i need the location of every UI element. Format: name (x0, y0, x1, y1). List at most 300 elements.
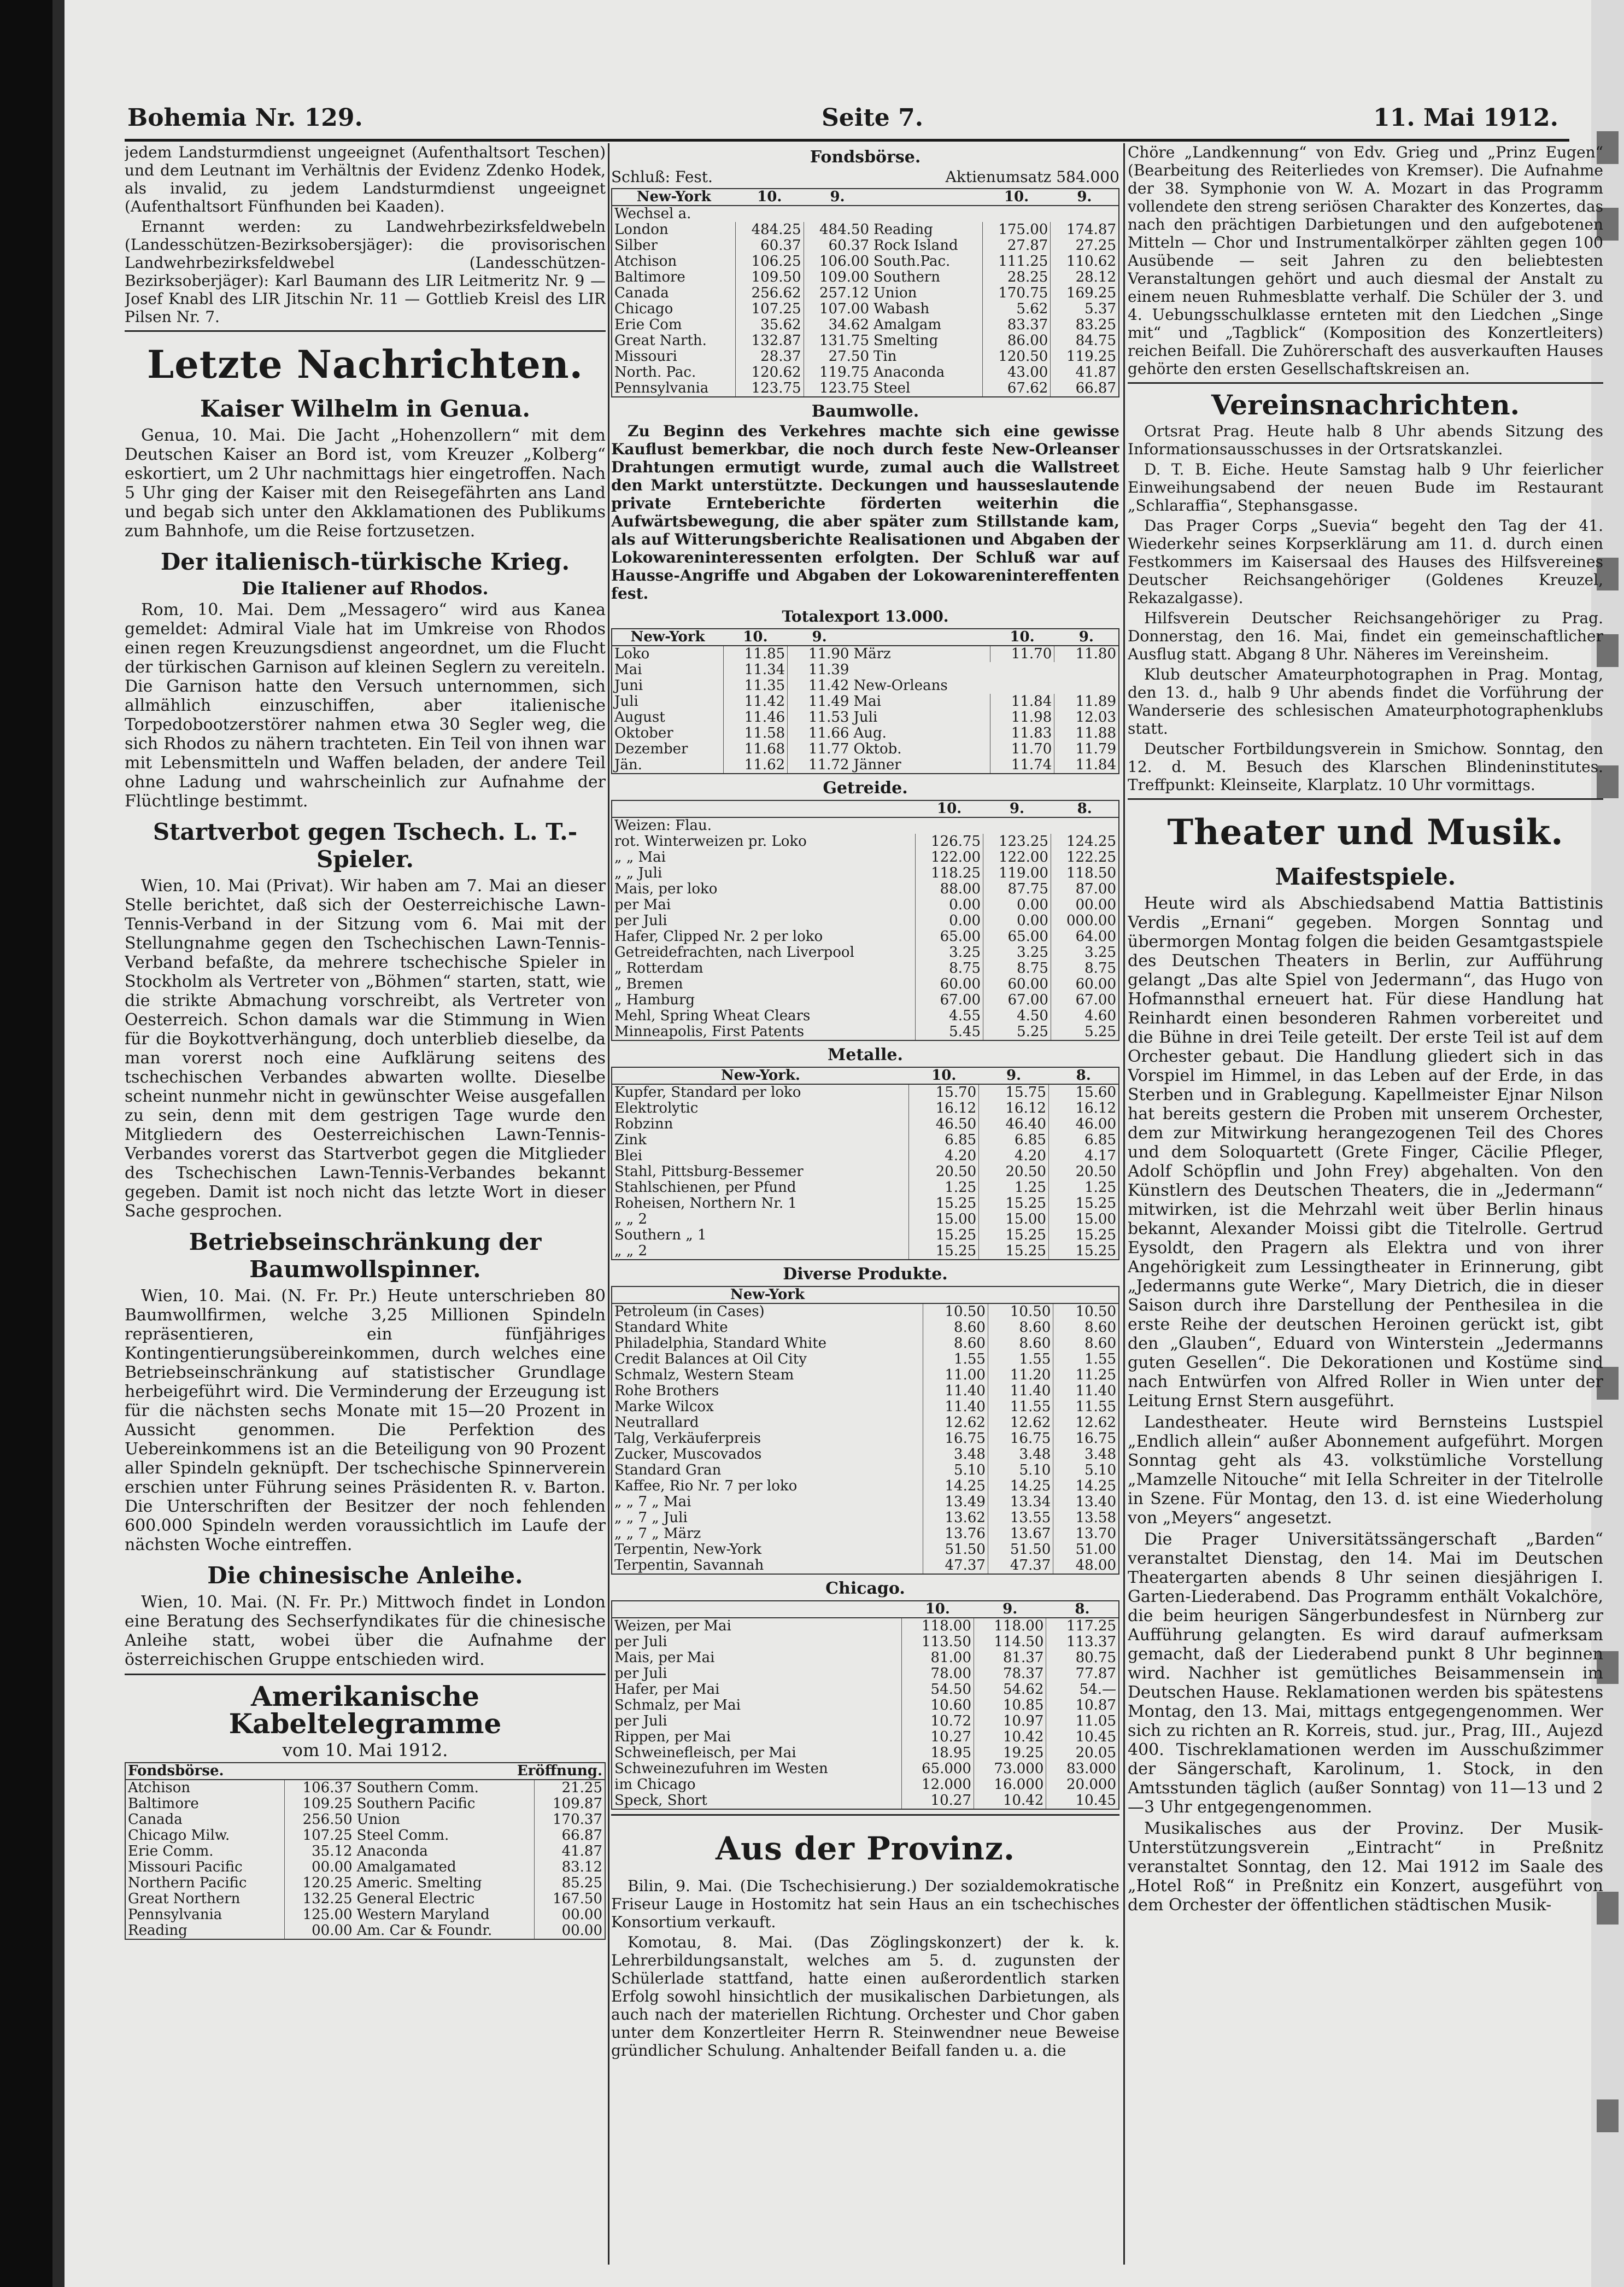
table-cell: Hafer, per Mai (614, 1682, 720, 1698)
table-cell: 78.37 (974, 1666, 1046, 1682)
table-cell: 35.12 (285, 1844, 355, 1859)
table-cell: Weizen: Flau. (614, 817, 712, 834)
table-cell: 46.50 (909, 1116, 979, 1132)
table-cell (851, 662, 990, 678)
table-cell: 3.25 (916, 945, 983, 961)
table-cell: 67.62 (982, 381, 1051, 397)
table-cell: 5.37 (1051, 301, 1119, 317)
table-cell: 11.84 (990, 694, 1054, 710)
table-cell: 15.25 (909, 1196, 979, 1212)
table-row (612, 285, 1119, 301)
table-row (612, 1447, 1119, 1463)
table-header: New-York (612, 629, 723, 646)
table-row (612, 992, 1119, 1008)
table-cell: 114.50 (974, 1634, 1046, 1650)
table-header: New-York (612, 1286, 923, 1303)
table-cell: 15.75 (979, 1084, 1049, 1101)
table-header (923, 1286, 988, 1303)
table-cell: 15.25 (1048, 1196, 1119, 1212)
table-cell: 47.37 (988, 1558, 1053, 1574)
table-header: 10. (916, 800, 983, 817)
table-cell: Reading (873, 222, 933, 238)
club-news-item: Deutscher Fortbildungsverein in Smichow. Sonntag, den 12. d. M. Besuch des Klarschen Blindeninstitutes. Treffpunkt: Kleinseite, Klarplatz. 10 Uhr vormittags. (1128, 740, 1603, 794)
table-cell: 16.75 (988, 1431, 1053, 1447)
article-title: Kaiser Wilhelm in Genua. (200, 395, 531, 422)
table-cell: Speck, Short (614, 1793, 707, 1809)
table-cell: Southern Comm. (356, 1780, 479, 1796)
table-cell: 12.62 (923, 1415, 988, 1431)
table-cell: 15.60 (1048, 1084, 1119, 1101)
table-cell: 11.98 (990, 710, 1054, 726)
table-cell: 3.25 (1051, 945, 1119, 961)
table-cell: 6.85 (979, 1132, 1049, 1148)
table-cell: 48.00 (1053, 1558, 1119, 1574)
table-cell: 18.95 (901, 1745, 974, 1761)
table-cell: Stahl, Pittsburg-Bessemer (614, 1164, 804, 1180)
table-cell: 10.97 (974, 1713, 1046, 1729)
table-cell: 170.75 (982, 285, 1051, 301)
table-cell: 11.40 (923, 1399, 988, 1415)
table-header (612, 800, 916, 817)
table-cell: 10.27 (901, 1729, 974, 1745)
table-cell: 15.25 (979, 1243, 1049, 1260)
table-cell: Baltimore (128, 1796, 199, 1812)
table-cell: 5.10 (988, 1463, 1053, 1478)
table-cell: 8.60 (988, 1320, 1053, 1336)
table-cell: Schmalz, per Mai (614, 1698, 741, 1713)
table-cell: 11.70 (990, 741, 1054, 757)
table-cell: Juni (614, 678, 643, 694)
table-header: New-York (612, 189, 736, 206)
table-cell: 15.25 (909, 1227, 979, 1243)
metals-table (611, 1067, 1119, 1260)
table-cell: „ Hamburg (614, 992, 695, 1008)
table-cell: Zink (614, 1132, 647, 1148)
table-cell: 15.25 (1048, 1227, 1119, 1243)
table-cell: Amalgam (873, 317, 942, 333)
table-cell: 8.60 (1053, 1320, 1119, 1336)
table-cell: 123.75 (736, 381, 804, 397)
table-cell: 4.17 (1048, 1148, 1119, 1164)
article-title: Amerikanische Kabeltelegramme (228, 1680, 502, 1740)
table-cell: „ „ 2 (614, 1212, 648, 1227)
table-header: Fondsbörse. (125, 1763, 285, 1780)
table-cell: 118.50 (1051, 865, 1119, 881)
table-cell: Aug. (853, 726, 887, 741)
table-cell: 1.55 (923, 1352, 988, 1367)
table-cell: 80.75 (1046, 1650, 1119, 1666)
table-header (1053, 1286, 1119, 1303)
table-cell: 83.12 (535, 1859, 605, 1875)
table-cell: Atchison (614, 254, 677, 270)
table-row (612, 1634, 1119, 1650)
table-cell: Loko (614, 646, 650, 662)
table-cell (1051, 817, 1119, 834)
table-row (612, 333, 1119, 349)
table-row (612, 817, 1119, 834)
article-text: Komotau, 8. Mai. (Das Zöglingskonzert) der k. k. Lehrerbildungsanstalt, welches am 5. d. zugunsten der Schülerlade stattfand, hatte einen außerordentlich starken Erfolg sowohl hinsichtlich der musikalischen Darbietungen, als auch nach der materiellen Richtung. Orchester und Chor gaben unter dem Konzertleiter Herrn R. Steinwendner neue Beweise gründlicher Schulung. Anhaltender Beifall fanden u. a. die (611, 1933, 1119, 2060)
table-cell: 484.50 (804, 222, 871, 238)
table-row (612, 365, 1119, 381)
table-row (612, 1558, 1119, 1574)
table-header: 10. (982, 189, 1051, 206)
table-cell: Anaconda (356, 1844, 428, 1859)
table-row (612, 206, 1119, 222)
table-cell: 85.25 (535, 1875, 605, 1891)
table-cell: 00.00 (535, 1923, 605, 1939)
table-row (612, 1352, 1119, 1367)
table-cell: 4.55 (916, 1008, 983, 1024)
table-row (612, 741, 1119, 757)
table-row (612, 865, 1119, 881)
table-cell: Dezember (614, 741, 688, 757)
table-cell (990, 662, 1054, 678)
table-cell: 107.00 (804, 301, 871, 317)
table-cell: Schweinefleisch, per Mai (614, 1745, 796, 1761)
table-cell: Great Narth. (614, 333, 707, 349)
table-cell: Western Maryland (356, 1907, 490, 1923)
market-close: Schluß: Fest. (611, 168, 713, 186)
table-cell: 15.25 (979, 1196, 1049, 1212)
table-cell: 11.79 (1054, 741, 1119, 757)
table-cell: Steel (873, 381, 911, 396)
table-row (612, 1084, 1119, 1101)
table-row (612, 1180, 1119, 1196)
table-row (612, 1666, 1119, 1682)
table-cell: 10.42 (974, 1793, 1046, 1809)
table-row (612, 1526, 1119, 1542)
article-text: Wien, 10. Mai (Privat). Wir haben am 7. Mai an dieser Stelle berichtet, daß sich der Oesterreichische Lawn-Tennis-Verband in der Sitzung vom 6. Mai mit der Stellungnahme gegen den Tschechischen Lawn-Tennis-Verband befaßte, da mehrere tschechische Spieler in Stockholm als Vertreter von „Böhmen“ starten, statt, wie die strikte Abmachung vorschreibt, als Vertreter von Oesterreich. Schon damals war die Stimmung in Wien für die Boykottverhängung, doch unterblieb dieselbe, da man vorerst noch eine Aufklärung seitens des tschechischen Verbandes abwarten wollte. Dieselbe scheint nunmehr nicht in gewünschter Weise ausgefallen zu sein, denn mit dem gestrigen Tage wurde den Mitgliedern des Oesterreichischen Lawn-Tennis-Verbandes vorerst das Startverbot gegen die Mitglieder des Tschechischen Lawn-Tennis-Verbandes bekannt gegeben. Damit ist noch nicht das letzte Wort in dieser Sache gesprochen. (125, 876, 606, 1221)
table-cell: 167.50 (535, 1891, 605, 1907)
table-cell: 11.39 (788, 662, 852, 678)
table-cell (983, 817, 1051, 834)
table-cell: 66.87 (535, 1828, 605, 1844)
table-cell: 5.25 (1051, 1024, 1119, 1040)
table-cell: 00.00 (535, 1907, 605, 1923)
table-cell: 83.000 (1046, 1761, 1119, 1777)
concert-text: Chöre „Landkennung“ von Edv. Grieg und „Prinz Eugen“ (Bearbeitung des Reiterliedes von Kremser). Die Aufnahme der 38. Symphonie von W. A. Mozart in das Programm vollendete den streng seriösen Charakter des Konzertes, das nach den prächtigen Darbietungen und den aufgebotenen Mitteln — Chor und Instrumentalkörper zählten gegen 100 Ausübende — seit Jahren zu den beliebtesten Veranstaltungen gehört und auch diesmal der Anstalt zu einem neuen Ruhmesblatte verhalf. Die Schüler der 3. und 4. Uebungsschulklasse ernteten mit den Liedchen „Singe mit“ und „Tagblick“ (Komposition des Konzertleiters) reichen Beifall. Die Zuhörerschaft des ausverkauften Hauses gehörte den ersten Gesellschaftskreisen an. (1128, 143, 1603, 378)
table-cell: 11.40 (1053, 1383, 1119, 1399)
table-cell: 16.75 (923, 1431, 988, 1447)
table-cell: 110.62 (1051, 254, 1119, 270)
table-cell: Roheisen, Northern Nr. 1 (614, 1196, 797, 1212)
table-cell: 60.00 (983, 976, 1051, 992)
table-header: 10. (990, 629, 1054, 646)
table-cell: 12.62 (1053, 1415, 1119, 1431)
table-cell: 120.62 (736, 365, 804, 381)
table-cell: Blei (614, 1148, 643, 1164)
table-cell: 11.77 (788, 741, 852, 757)
table-cell: 11.05 (1046, 1713, 1119, 1729)
table-cell: New-Orleans (853, 678, 948, 694)
table-cell: 16.12 (979, 1101, 1049, 1116)
table-row (612, 1196, 1119, 1212)
table-row (125, 1828, 605, 1844)
table-cell: 13.58 (1053, 1510, 1119, 1526)
table-cell: 00.00 (285, 1923, 355, 1939)
table-cell: North. Pac. (614, 365, 696, 381)
column-divider (608, 143, 609, 2265)
table-cell: Steel Comm. (356, 1828, 449, 1844)
table-cell: 107.25 (736, 301, 804, 317)
table-row (125, 1923, 605, 1939)
table-cell: 11.90 (788, 646, 852, 662)
table-cell: 10.50 (988, 1303, 1053, 1320)
table-cell: Mai (614, 662, 642, 678)
table-cell: Juli (853, 710, 878, 726)
article-text: Rom, 10. Mai. Dem „Messagero“ wird aus Kanea gemeldet: Admiral Viale hat im Umkreise von Rhodos einen regen Kreuzungsdienst angeordnet, um die Flucht der türkischen Garnison auf kleinen Seglern zu vereiteln. Die Garnison hatte den Versuch unternommen, sich allmählich einzuschiffen, aber italienische Torpedobootzerstörer nahmen etwa 30 Segler weg, die sich Rhodos zu nähern trachteten. Ein Teil von ihnen war mit Lebensmitteln und Waffen beladen, der andere Teil ohne Ladung und wahrscheinlich zur Aufnahme der Flüchtlinge bestimmt. (125, 600, 606, 811)
table-cell: 8.75 (1051, 961, 1119, 976)
table-cell: 3.25 (983, 945, 1051, 961)
table-cell: Chicago Milw. (128, 1828, 230, 1844)
table-cell: 111.25 (982, 254, 1051, 270)
table-cell: 170.37 (535, 1812, 605, 1828)
table-cell: 00.00 (285, 1859, 355, 1875)
table-cell: 67.00 (983, 992, 1051, 1008)
table-row (612, 1682, 1119, 1698)
table-cell: 11.40 (923, 1383, 988, 1399)
table-cell: 132.25 (285, 1891, 355, 1907)
table-cell: Minneapolis, First Patents (614, 1024, 805, 1040)
table-cell: Jänner (853, 757, 901, 773)
table-row (612, 1698, 1119, 1713)
table-cell: 11.83 (990, 726, 1054, 741)
table-row (612, 694, 1119, 710)
table-cell: 256.62 (736, 285, 804, 301)
table-row (612, 678, 1119, 694)
table-cell: Robzinn (614, 1116, 673, 1132)
table-cell: 13.40 (1053, 1494, 1119, 1510)
table-cell: 11.80 (1054, 646, 1119, 662)
table-cell: 11.55 (1053, 1399, 1119, 1415)
table-header: 8. (1046, 1601, 1119, 1618)
table-cell: 41.87 (535, 1844, 605, 1859)
table-cell: 10.45 (1046, 1729, 1119, 1745)
table-cell: 5.10 (923, 1463, 988, 1478)
table-cell: 12.62 (988, 1415, 1053, 1431)
table-cell: 11.74 (990, 757, 1054, 774)
table-cell: Petroleum (in Cases) (614, 1303, 765, 1320)
table-header: 9. (804, 189, 871, 206)
table-cell: „ „ 7 „ März (614, 1526, 701, 1542)
table-cell: 10.42 (974, 1729, 1046, 1745)
table-cell: Am. Car & Foundr. (356, 1923, 493, 1939)
table-cell: 4.60 (1051, 1008, 1119, 1024)
table-cell: South.Pac. (873, 254, 951, 270)
table-cell: 65.00 (916, 929, 983, 945)
table-header: 9. (974, 1601, 1046, 1618)
table-row (612, 1542, 1119, 1558)
article-text: Wien, 10. Mai. (N. Fr. Pr.) Heute unterschrieben 80 Baumwollfirmen, welche 3,25 Millionen Spindeln repräsentieren, ein fünfjähriges Kontingentierungsübereinkommen, durch welches eine Betriebseinschränkung auf statistischer Grundlage herbeigeführt wird. Die Verminderung der Erzeugung ist für die nächsten sechs Monate mit 15—20 Prozent in Aussicht genommen. Die Perfektion des Uebereinkommens ist an die Beteiligung von 90 Prozent aller Spindeln geknüpft. Der tschechische Spinnerverein erschien unter Führung seines Präsidenten R. v. Barton. Die Unterschriften der Besitzer der noch fehlenden 600.000 Spindeln werden voraussichtlich im Laufe der nächsten Woche eintreffen. (125, 1286, 606, 1554)
table-cell: 15.25 (909, 1243, 979, 1260)
table-row (612, 1367, 1119, 1383)
table-cell: 14.25 (923, 1478, 988, 1494)
club-news-item: Hilfsverein Deutscher Reichsangehöriger zu Prag. Donnerstag, den 16. Mai, findet ein gemeinschaftlicher Ausflug statt. Abgang 8 Uhr. Näheres im Vereinsheim. (1128, 609, 1603, 663)
table-header (871, 189, 982, 206)
table-cell: „ „ Juli (614, 865, 663, 881)
table-cell: 109.50 (736, 270, 804, 285)
table-cell: Mai (853, 694, 881, 710)
table-cell: 10.50 (1053, 1303, 1119, 1320)
table-row (612, 1383, 1119, 1399)
table-cell: 5.25 (983, 1024, 1051, 1040)
table-cell: 60.00 (916, 976, 983, 992)
table-row (612, 238, 1119, 254)
table-row (612, 1415, 1119, 1431)
table-cell: Standard White (614, 1320, 728, 1336)
table-row (612, 646, 1119, 662)
table-cell: 1.25 (979, 1180, 1049, 1196)
table-cell: Wabash (873, 301, 930, 317)
table-cell: 119.00 (983, 865, 1051, 881)
table-row (612, 1212, 1119, 1227)
table-row (612, 1618, 1119, 1634)
table-cell: „ Bremen (614, 976, 683, 992)
table-row (612, 1320, 1119, 1336)
article-title: Die chinesische Anleihe. (207, 1562, 523, 1589)
table-cell: 10.50 (923, 1303, 988, 1320)
table-row (125, 1875, 605, 1891)
table-cell: 118.00 (974, 1618, 1046, 1634)
article-text: Musikalisches aus der Provinz. Der Musik-Unterstützungsverein „Eintracht“ in Preßnitz veranstaltet Sonntag, den 12. Mai 1912 im Saale des „Hotel Roß“ in Preßnitz ein Konzert, ausgeführt von dem Orchester der öffentlichen städtischen Musik- (1128, 1819, 1603, 1915)
table-cell: 113.37 (1046, 1634, 1119, 1650)
table-cell: 65.00 (983, 929, 1051, 945)
table-row (612, 726, 1119, 741)
table-cell: 0.00 (983, 913, 1051, 929)
table-header: 9. (788, 629, 852, 646)
article-text: Die Prager Universitätssängerschaft „Barden“ veranstaltet Dienstag, den 14. Mai im Deutschen Theatergarten abends 8 Uhr seinen diesjährigen I. Garten-Liederabend. Das Programm enthält Vokalchöre, die beim heurigen Sängerbundesfest in Nürnberg zur Aufführung gelangten. Es wird darauf aufmerksam gemacht, daß der Liederabend punkt 8 Uhr beginnen wird. Nachher ist gemütliches Beisammensein im Deutschen Hause. Reklamationen werden bis spätestens Montag, den 13. Mai, mittags entgegengenommen. Wer sich zu richten an R. Korreis, stud. jur., Prag, III., Aujezd 400. Tischreklamationen werden im Ausschußzimmer der Sängerschaft, Karolinum, 1. Stock, in den Amtsstunden täglich (außer Sonntag) von 11—13 und 2—3 Uhr entgegengenommen. (1128, 1530, 1603, 1817)
table-row (612, 301, 1119, 317)
table-header: 8. (1051, 800, 1119, 817)
table-cell: Terpentin, New-York (614, 1542, 762, 1558)
table-cell: Rock Island (873, 238, 958, 254)
table-row (612, 757, 1119, 774)
table-row (612, 834, 1119, 850)
table-row (612, 1399, 1119, 1415)
table-cell: 118.25 (916, 865, 983, 881)
table-cell: 11.34 (723, 662, 788, 678)
table-cell: 11.85 (723, 646, 788, 662)
table-cell: 0.00 (916, 913, 983, 929)
table-cell: 16.12 (1048, 1101, 1119, 1116)
table-cell: Jän. (614, 757, 642, 773)
table-cell: August (614, 710, 665, 726)
table-cell: Rippen, per Mai (614, 1729, 731, 1745)
table-cell: 5.45 (916, 1024, 983, 1040)
table-cell: 11.62 (723, 757, 788, 774)
table-cell: per Juli (614, 1634, 667, 1650)
table-cell: 3.48 (988, 1447, 1053, 1463)
section-title: Vereinsnachrichten. (1211, 389, 1520, 421)
table-cell: 13.55 (988, 1510, 1053, 1526)
table-cell: 13.34 (988, 1494, 1053, 1510)
club-news-item: Das Prager Corps „Suevia“ begeht den Tag der 41. Wiederkehr seines Korpserklärung am 11. d. durch einen Festkommers im Kaisersaal des Hauses des Hilfsvereines Deutscher Reichsangehöriger (Goldenes Kreuzel, Rekazalgasse). (1128, 517, 1603, 607)
table-cell: 0.00 (983, 897, 1051, 913)
article-text: Landestheater. Heute wird Bernsteins Lustspiel „Endlich allein“ außer Abonnement aufgeführt. Morgen Sonntag geht als 43. volkstümliche Vorstellung „Mamzelle Nitouche“ mit Iella Schreiter in der Titelrolle in Szene. Für Montag, den 13. d. ist eine Wiederholung von „Meyers“ angesetzt. (1128, 1413, 1603, 1528)
table-cell: 87.00 (1051, 881, 1119, 897)
table-cell: 11.00 (923, 1367, 988, 1383)
table-cell: 54.50 (901, 1682, 974, 1698)
table-row (612, 1243, 1119, 1260)
table-cell: 11.66 (788, 726, 852, 741)
table-cell: 106.25 (736, 254, 804, 270)
table-header: 10. (909, 1067, 979, 1084)
table-cell: 64.00 (1051, 929, 1119, 945)
table-cell: Great Northern (128, 1891, 241, 1907)
table-row (612, 1148, 1119, 1164)
table-header (612, 1601, 901, 1618)
table-cell: 3.48 (923, 1447, 988, 1463)
table-cell: 51.50 (923, 1542, 988, 1558)
header-page-number: Seite 7. (822, 104, 924, 132)
newspaper-page (65, 0, 1603, 2287)
table-cell: „ „ 7 „ Juli (614, 1510, 688, 1526)
table-row (612, 1164, 1119, 1180)
table-cell: „ Rotterdam (614, 961, 703, 976)
table-cell: 11.25 (1053, 1367, 1119, 1383)
table-cell: 27.87 (982, 238, 1051, 254)
table-cell: Southern (873, 270, 940, 285)
table-cell: 43.00 (982, 365, 1051, 381)
section-title: Theater und Musik. (1167, 812, 1564, 853)
table-cell: Getreidefrachten, nach Liverpool (614, 945, 854, 961)
table-cell: 122.00 (916, 850, 983, 865)
table-cell: im Chicago (614, 1777, 696, 1793)
table-cell: Pennsylvania (614, 381, 709, 396)
table-cell: 0.00 (916, 897, 983, 913)
cable-table (125, 1762, 606, 1940)
table-cell: 10.72 (901, 1713, 974, 1729)
table-cell: 11.42 (723, 694, 788, 710)
table-cell: 1.55 (988, 1352, 1053, 1367)
table-cell: 15.00 (1048, 1212, 1119, 1227)
table-row (612, 1510, 1119, 1526)
table-cell: 19.25 (974, 1745, 1046, 1761)
table-cell: Baltimore (614, 270, 685, 285)
table-row (612, 1729, 1119, 1745)
table-cell: Juli (614, 694, 638, 710)
table-cell: 11.84 (1054, 757, 1119, 774)
table-row (612, 1132, 1119, 1148)
table-cell: Terpentin, Savannah (614, 1558, 764, 1574)
table-cell: Weizen, per Mai (614, 1618, 731, 1634)
table-cell: 88.00 (916, 881, 983, 897)
table-cell: 77.87 (1046, 1666, 1119, 1682)
table-row (612, 1713, 1119, 1729)
table-cell: 8.60 (923, 1336, 988, 1352)
table-cell: 86.00 (982, 333, 1051, 349)
table-cell: 15.00 (909, 1212, 979, 1227)
table-row (612, 662, 1119, 678)
table-row (612, 222, 1119, 238)
table-cell: Talg, Verkäuferpreis (614, 1431, 761, 1447)
header-rule (125, 139, 1569, 142)
table-cell: Americ. Smelting (356, 1875, 482, 1891)
table-cell: Erie Comm. (128, 1844, 214, 1859)
share-turnover: Aktienumsatz 584.000 (945, 168, 1119, 186)
chicago-table (611, 1600, 1119, 1810)
table-cell: 11.58 (723, 726, 788, 741)
table-cell (982, 206, 1051, 222)
table-cell: 46.40 (979, 1116, 1049, 1132)
table-cell: Pennsylvania (128, 1907, 222, 1923)
table-row (612, 881, 1119, 897)
table-cell: 126.75 (916, 834, 983, 850)
table-cell (871, 206, 982, 222)
article-text: Wien, 10. Mai. (N. Fr. Pr.) Mittwoch findet in London eine Beratung des Sechserfyndikates für die chinesische Anleihe statt, wobei über die Aufnahme der österreichischen Gruppe entschieden wird. (125, 1593, 606, 1669)
table-cell: 4.50 (983, 1008, 1051, 1024)
table-cell: 1.55 (1053, 1352, 1119, 1367)
